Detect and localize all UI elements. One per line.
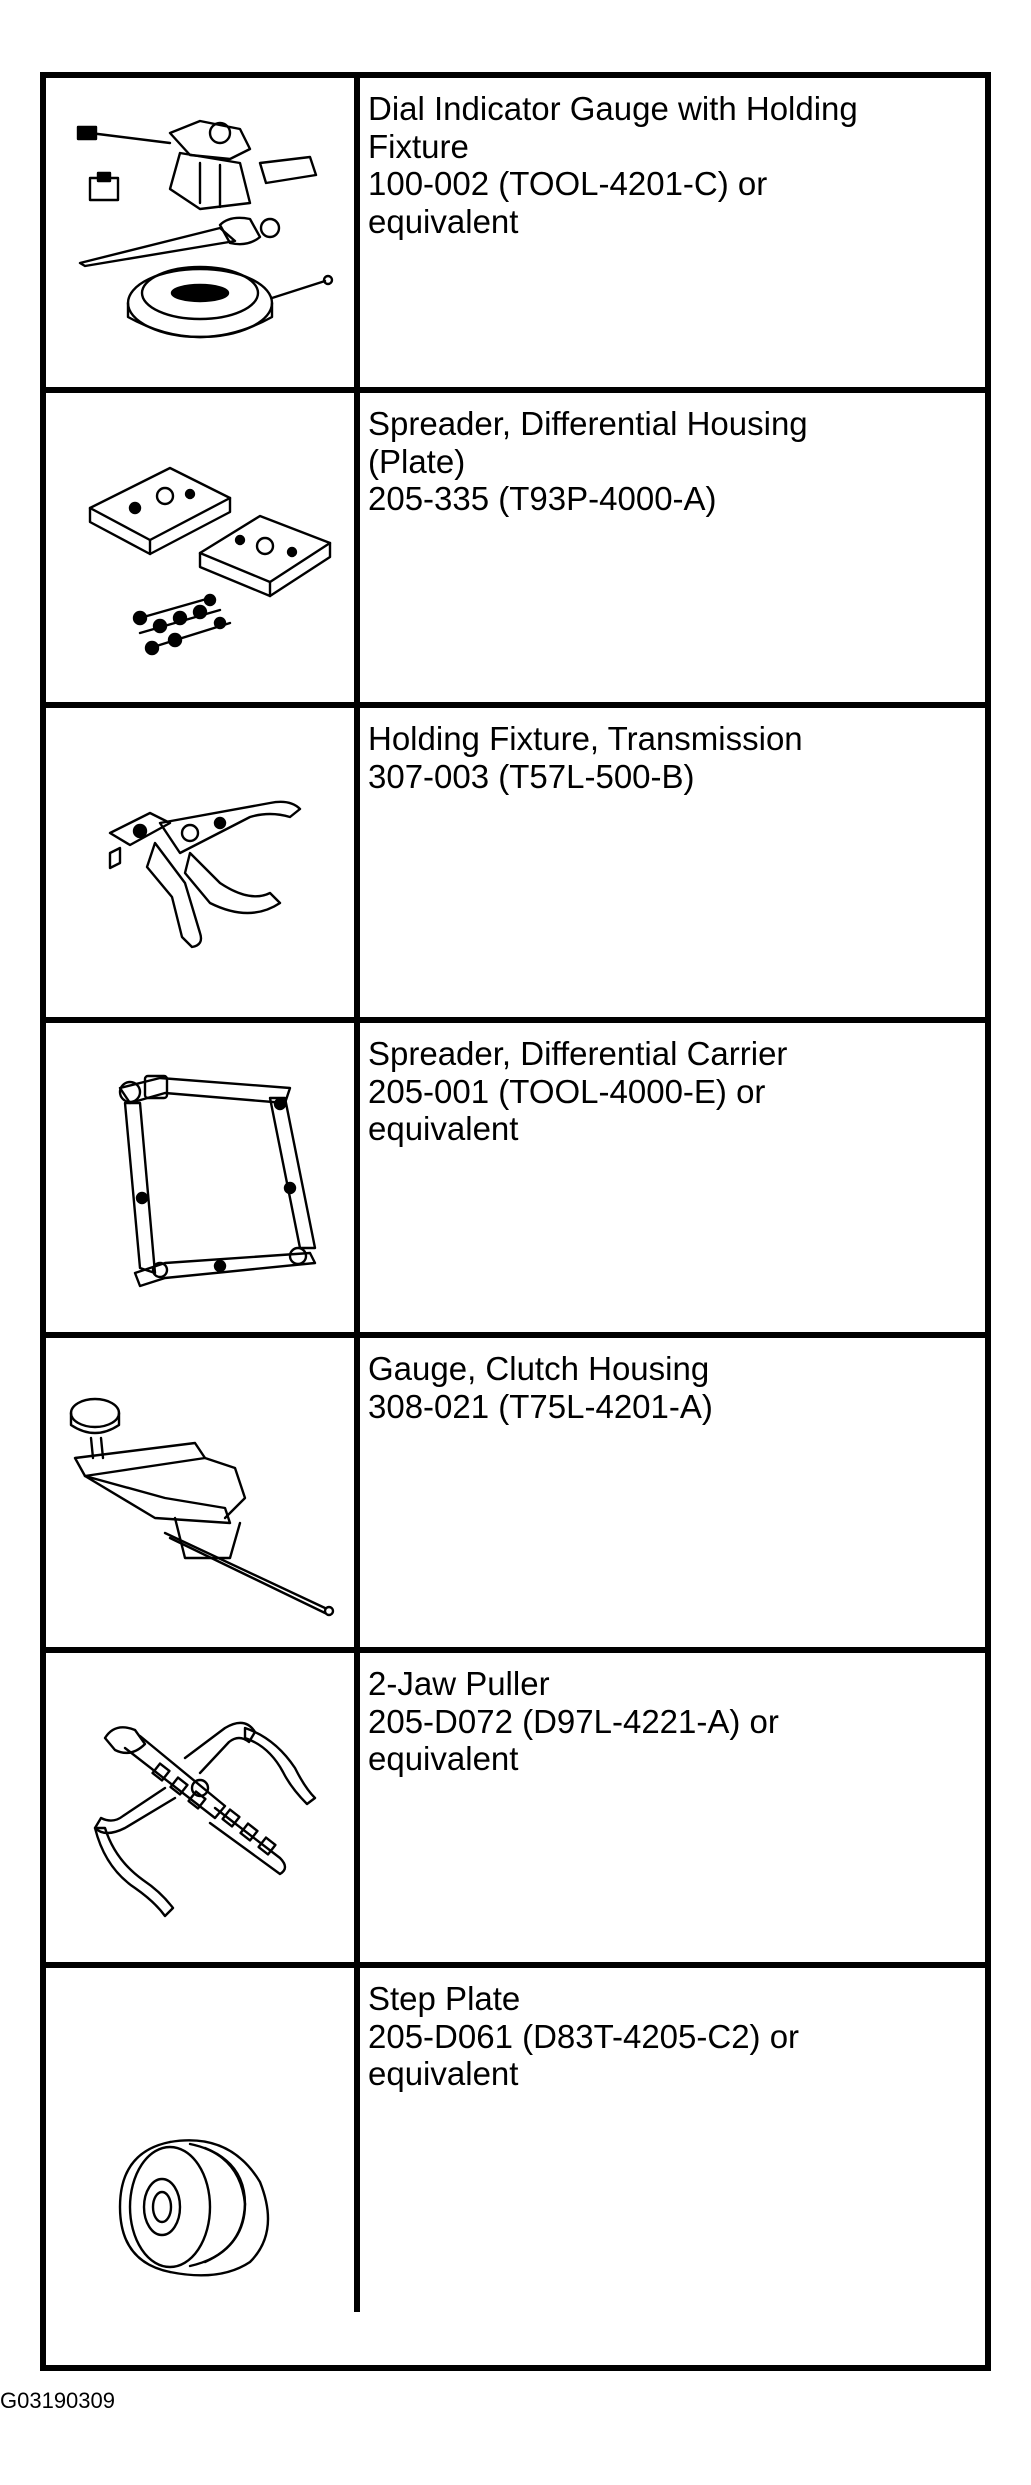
tool-name: Gauge, Clutch Housing: [368, 1350, 710, 1387]
tool-part-number-continued: equivalent: [368, 202, 519, 240]
tool-part-number: 307-003 (T57L-500-B): [368, 757, 695, 795]
tool-name: Spreader, Differential Housing: [368, 405, 808, 442]
tool-description: [368, 405, 973, 518]
tool-row-clutch-gauge: [46, 1338, 985, 1653]
tool-part-number-continued: equivalent: [368, 1110, 519, 1148]
tool-part-number-continued: equivalent: [368, 1740, 519, 1778]
tool-name: Spreader, Differential Carrier: [368, 1035, 788, 1072]
special-tools-table: [40, 72, 991, 2371]
tool-part-number: 308-021 (T75L-4201-A): [368, 1387, 713, 1425]
tool-part-number: 205-001 (TOOL-4000-E) or: [368, 1072, 766, 1110]
tool-part-number: 205-D072 (D97L-4221-A) or: [368, 1702, 779, 1740]
tool-row-carrier-spreader: [46, 1023, 985, 1338]
tool-part-number: 100-002 (TOOL-4201-C) or: [368, 165, 768, 203]
tool-part-number: 205-D061 (D83T-4205-C2) or: [368, 2017, 800, 2055]
dial-indicator-gauge-icon: [46, 78, 360, 387]
tool-row-two-jaw-puller: [46, 1653, 985, 1968]
spreader-plate-icon: [46, 393, 360, 702]
two-jaw-puller-icon: [46, 1653, 360, 1962]
tool-row-spreader-plate: [46, 393, 985, 708]
tool-description: [368, 1665, 973, 1778]
holding-fixture-icon: [46, 708, 360, 1017]
tool-row-dial-indicator: [46, 78, 985, 393]
tool-description: [368, 1980, 973, 2093]
tool-part-number: 205-335 (T93P-4000-A): [368, 480, 717, 518]
step-plate-icon: [46, 1968, 360, 2312]
tool-part-number-continued: equivalent: [368, 2055, 519, 2093]
tool-row-step-plate: [46, 1968, 985, 2312]
tool-name: Dial Indicator Gauge with Holding: [368, 90, 858, 127]
tool-name-continued: (Plate): [368, 442, 466, 480]
tool-name: 2-Jaw Puller: [368, 1665, 550, 1702]
tool-description: [368, 1350, 973, 1425]
carrier-spreader-icon: [46, 1023, 360, 1332]
tool-description: [368, 1035, 973, 1148]
tool-description: [368, 90, 973, 240]
tool-name: Step Plate: [368, 1980, 521, 2017]
tool-name-continued: Fixture: [368, 127, 469, 165]
figure-id-label: G03190309: [0, 2388, 115, 2413]
tool-description: [368, 720, 973, 795]
clutch-housing-gauge-icon: [46, 1338, 360, 1647]
tool-row-holding-fixture: [46, 708, 985, 1023]
tool-name: Holding Fixture, Transmission: [368, 720, 803, 757]
